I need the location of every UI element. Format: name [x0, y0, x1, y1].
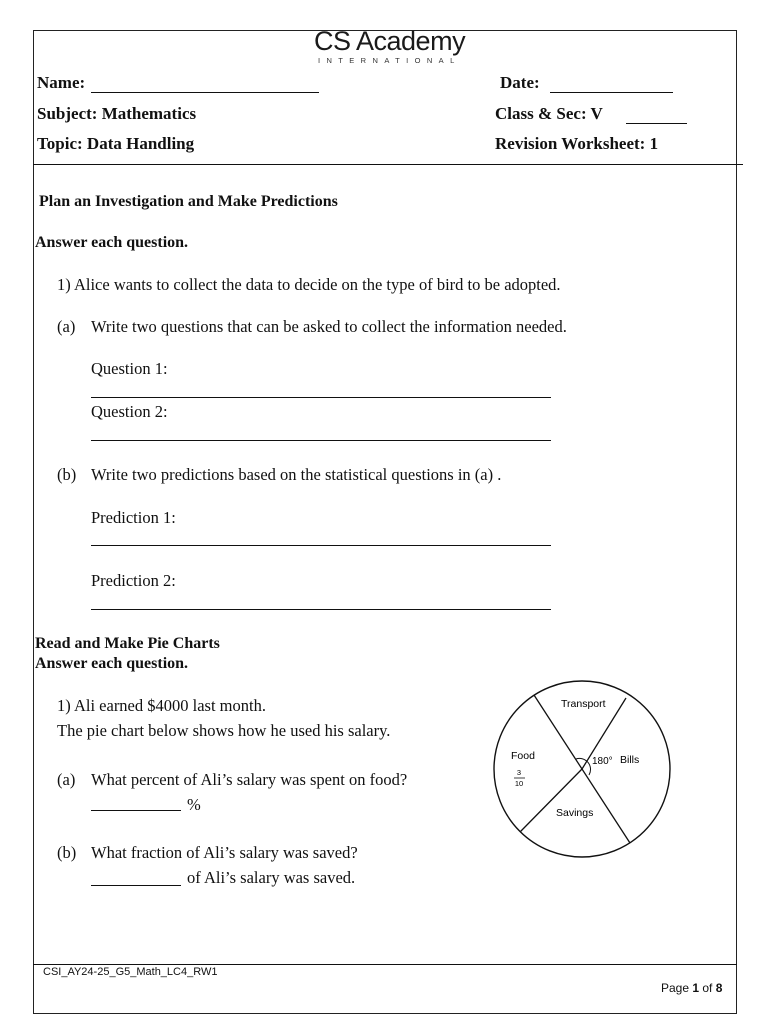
page-total: 8 [715, 981, 723, 995]
prediction2-label: Prediction 2: [91, 571, 176, 590]
question1-answer-line[interactable] [91, 397, 551, 398]
slice-label-bills: Bills [620, 754, 640, 766]
page-current: 1 [692, 981, 700, 995]
prediction2-answer-line[interactable] [91, 609, 551, 610]
part-a-text: Write two questions that can be asked to collect the information needed. [91, 317, 567, 336]
section2-instruction: Answer each question. [35, 655, 189, 672]
food-fraction-denominator: 10 [514, 779, 524, 788]
name-field-line[interactable] [91, 92, 319, 93]
page-number [661, 981, 722, 995]
date-label: Date: [500, 73, 540, 92]
document-code: CSI_AY24-25_G5_Math_LC4_RW1 [43, 966, 218, 978]
bills-angle-value: 180° [592, 756, 613, 767]
prediction1-answer-line[interactable] [91, 545, 551, 546]
page-prefix: Page [661, 981, 693, 995]
food-fraction-numerator: 3 [516, 768, 522, 777]
class-sec-label: Class & Sec: V [495, 104, 603, 123]
part-b-label: (b) [57, 465, 77, 484]
question2-label: Question 2: [91, 402, 168, 421]
question1-label: Question 1: [91, 359, 168, 378]
question-1-text: 1) Alice wants to collect the data to decide on the type of bird to be adopted. [57, 275, 561, 294]
pie-question-line1: 1) Ali earned $4000 last month. [57, 696, 266, 715]
date-field-line[interactable] [550, 92, 673, 93]
slice-label-food: Food [511, 750, 535, 762]
section2-title: Read and Make Pie Charts [35, 635, 220, 652]
saved-fraction-answer-line[interactable] [91, 885, 181, 886]
footer-divider [33, 964, 737, 965]
logo-text: CS Academy [314, 26, 466, 56]
saved-answer-suffix: of Ali’s salary was saved. [187, 868, 356, 887]
section1-instruction: Answer each question. [35, 234, 189, 251]
pie-part-a-label: (a) [57, 770, 76, 789]
part-a-label: (a) [57, 317, 76, 336]
header-divider [33, 164, 743, 165]
pie-part-b-label: (b) [57, 843, 77, 862]
slice-label-transport: Transport [561, 698, 606, 710]
question2-answer-line[interactable] [91, 440, 551, 441]
salary-pie-chart [488, 677, 678, 867]
food-percent-answer-line[interactable] [91, 810, 181, 811]
subject-label: Subject: Mathematics [37, 104, 197, 123]
page-of: of [699, 981, 716, 995]
class-sec-field-line[interactable] [626, 123, 687, 124]
name-label: Name: [37, 73, 86, 92]
pie-question-line2: The pie chart below shows how he used his salary. [57, 721, 391, 740]
pie-part-a-text: What percent of Ali’s salary was spent on food? [91, 770, 408, 789]
section1-title: Plan an Investigation and Make Predictions [39, 193, 338, 210]
pie-part-b-text: What fraction of Ali’s salary was saved? [91, 843, 358, 862]
logo-subtext: INTERNATIONAL [318, 56, 461, 65]
topic-label: Topic: Data Handling [37, 134, 195, 153]
worksheet-label: Revision Worksheet: 1 [495, 134, 659, 153]
percent-sign: % [187, 795, 201, 814]
prediction1-label: Prediction 1: [91, 508, 176, 527]
part-b-text: Write two predictions based on the statistical questions in (a) . [91, 465, 502, 484]
slice-label-savings: Savings [556, 807, 594, 819]
